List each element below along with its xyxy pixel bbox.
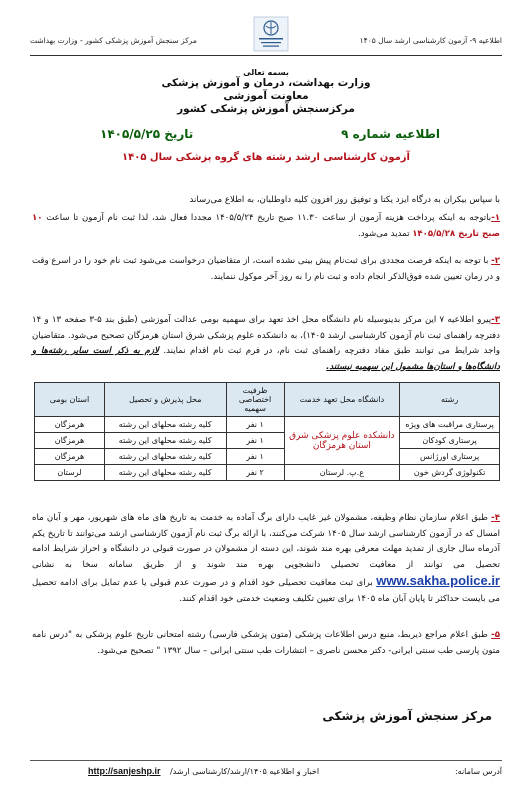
col-header-university: دانشگاه محل تعهد خدمت — [284, 383, 400, 417]
item-text: طبق اعلام مراجع ذیربط، منبع درس اطلاعات پزشکی (متون پزشکی فارسی) رشته امتحانی تاریخ علوم پزشکی به "درس نامه متون پارسی طب سنتی ایرانی- دکتر محسن ناصری – انتشارات طب سنتی ایرانی – سال ۱۳۹۲ " تصحیح می‌شود. — [32, 630, 500, 656]
cell-place: کلیه رشته محلهای این رشته — [104, 465, 226, 481]
item-3 — [32, 313, 500, 375]
table-row — [35, 465, 500, 481]
letterhead — [60, 68, 472, 116]
header-divider — [30, 55, 502, 56]
item-number: ۳- — [491, 315, 500, 325]
notice-number: اطلاعیه شماره ۹ — [341, 127, 440, 141]
item-text: پیرو اطلاعیه ۷ این مرکز بدینوسیله نام دانشگاه محل اخذ تعهد برای سهمیه بومی عدالت آموزشی (طبق بند ۵-۳ صفحه ۱۳ و ۱۴ دفترچه راهنمای ثبت نام آزمون کارشناسی ارشد ۱۴۰۵)، به دانشکده علوم پزشکی شرق استان هرمزگان تصحیح می‌شود. متقاضیان واجد شرایط می توانند طبق مفاد دفترچه راهنمای ثبت نام، در فرم ثبت نام اقدام نمایند. — [32, 315, 500, 356]
quota-table — [34, 382, 500, 481]
cell-field: پرستاری مراقبت های ویژه — [400, 417, 500, 433]
col-header-province: استان بومی — [35, 383, 105, 417]
item-text: باتوجه به اینکه پرداخت هزینه آزمون از ساعت ۱۱.۳۰ صبح تاریخ ۱۴۰۵/۵/۲۴ مجددا فعال شد، لذا ثبت نام آزمون تا ساعت — [42, 213, 492, 223]
cell-university: ع.پ. لرستان — [284, 465, 400, 481]
item-number: ۱- — [491, 213, 501, 223]
sakha-link[interactable]: www.sakha.police.ir — [376, 573, 500, 588]
col-header-place: محل پذیرش و تحصیل — [104, 383, 226, 417]
cell-field: پرستاری کودکان — [400, 433, 500, 449]
ministry-name: وزارت بهداشت، درمان و آموزش پزشکی — [161, 77, 371, 89]
item-5 — [32, 628, 500, 659]
table-row — [35, 449, 500, 465]
item-number: ۵- — [491, 630, 500, 640]
cell-province: لرستان — [35, 465, 105, 481]
cell-capacity: ۱ نفر — [226, 433, 284, 449]
cell-province: هرمزگان — [35, 449, 105, 465]
footer-path: اخبار و اطلاعیه ۱۴۰۵/ارشد/کارشناسی ارشد/ — [170, 767, 320, 776]
cell-province: هرمزگان — [35, 433, 105, 449]
cell-province: هرمزگان — [35, 417, 105, 433]
item-4 — [32, 511, 500, 607]
footer-address-label: آدرس سامانه: — [454, 767, 502, 776]
header-notice-label: اطلاعیه ۹- آزمون کارشناسی ارشد سال ۱۴۰۵ — [359, 36, 502, 45]
cell-field: پرستاری اورژانس — [400, 449, 500, 465]
header-ministry-text: مرکز سنجش آموزش پزشکی کشور - وزارت بهداشت — [30, 36, 197, 45]
notice-title: آزمون کارشناسی ارشد رشته های گروه پزشکی سال ۱۴۰۵ — [122, 152, 410, 163]
footer-site-link[interactable]: http://sanjeshp.ir — [88, 766, 161, 776]
cell-place: کلیه رشته محلهای این رشته — [104, 449, 226, 465]
item-1 — [32, 211, 500, 242]
footer-divider — [30, 760, 502, 761]
notice-date: تاریخ ۱۴۰۵/۵/۲۵ — [100, 127, 194, 141]
intro-paragraph: با سپاس بیکران به درگاه ایزد یکتا و توفیق روز افزون کلیه داوطلبان، به اطلاع می‌رساند — [189, 195, 500, 205]
deputy-name: معاونت آموزشی — [223, 90, 309, 102]
table-row — [35, 433, 500, 449]
item-text: با توجه به اینکه فرصت مجددی برای ثبت‌نام پیش بینی نشده است، از متقاضیان درخواست می‌شود ثبت نام خود را در اسرع وقت و در زمان تعیین شده فوق‌الذکر انجام داده و ثبت نام را به روز آخر موکول ننمایند. — [31, 256, 500, 282]
col-header-field: رشته — [400, 383, 500, 417]
notice-meta — [100, 127, 440, 145]
item-2 — [32, 254, 500, 285]
cell-university-merged: دانشکده علوم پزشکی شرق استان هرمزگان — [284, 417, 400, 465]
table-header-row — [35, 383, 500, 417]
basmala: بسمه تعالی — [243, 68, 289, 77]
cell-capacity: ۲ نفر — [226, 465, 284, 481]
item-number: ۴- — [491, 513, 500, 523]
cell-place: کلیه رشته محلهای این رشته — [104, 417, 226, 433]
cell-capacity: ۱ نفر — [226, 449, 284, 465]
item-text-tail: تمدید می‌شود. — [357, 228, 413, 239]
ministry-emblem-icon — [246, 14, 296, 54]
cell-field: تکنولوژی گردش خون — [400, 465, 500, 481]
deadline-highlight: ۱۰ صبح تاریخ ۱۴۰۵/۵/۲۸ — [32, 213, 500, 239]
item-text: طبق اعلام سازمان نظام وظیفه، مشمولان غیر غایب دارای برگ آماده به خدمت به تاریخ های ماه های شهریور، مهر و آبان ماه امسال که در آزمون کارشناسی ارشد سال ۱۴۰۵ شرکت می‌کنند، با ارائه برگ ثبت نام آزمون کارشناسی ارشد می‌توانند تا تاریخ یکم آذرماه سال جاری از تمدید مهلت معرفی بهره مند شوند، این دسته از مشمولان در صورت قبولی در دانشگاه و احراز شرایط ادامه تحصیل می توانند از معافیت تحصیلی دانشجویی بهره مند شوند و از طریق سامانه سخا به نشانی — [32, 513, 500, 570]
item-number: ۲- — [491, 256, 500, 266]
col-header-capacity: ظرفیت اختصاصی سهمیه — [226, 383, 284, 417]
cell-capacity: ۱ نفر — [226, 417, 284, 433]
cell-place: کلیه رشته محلهای این رشته — [104, 433, 226, 449]
center-name: مرکزسنجش آموزش پزشکی کشور — [177, 103, 355, 115]
item-text-tail: برای ثبت معافیت تحصیلی خود اقدام و در صورت عدم قبولی یا عدم تمایل برای ادامه تحصیل می بایست حداکثر تا پایان آبان ماه ۱۴۰۵ برای تعیین تکلیف وضعیت خدمتی خود اقدام کنند. — [32, 578, 500, 604]
signature: مرکز سنجش آموزش پزشکی — [322, 709, 492, 723]
table-row — [35, 417, 500, 433]
item-emphasis: لازم به ذکر است سایر رشته‌ها و دانشگاه‌ها و استان‌ها مشمول این سهمیه نیستند. — [32, 346, 500, 372]
